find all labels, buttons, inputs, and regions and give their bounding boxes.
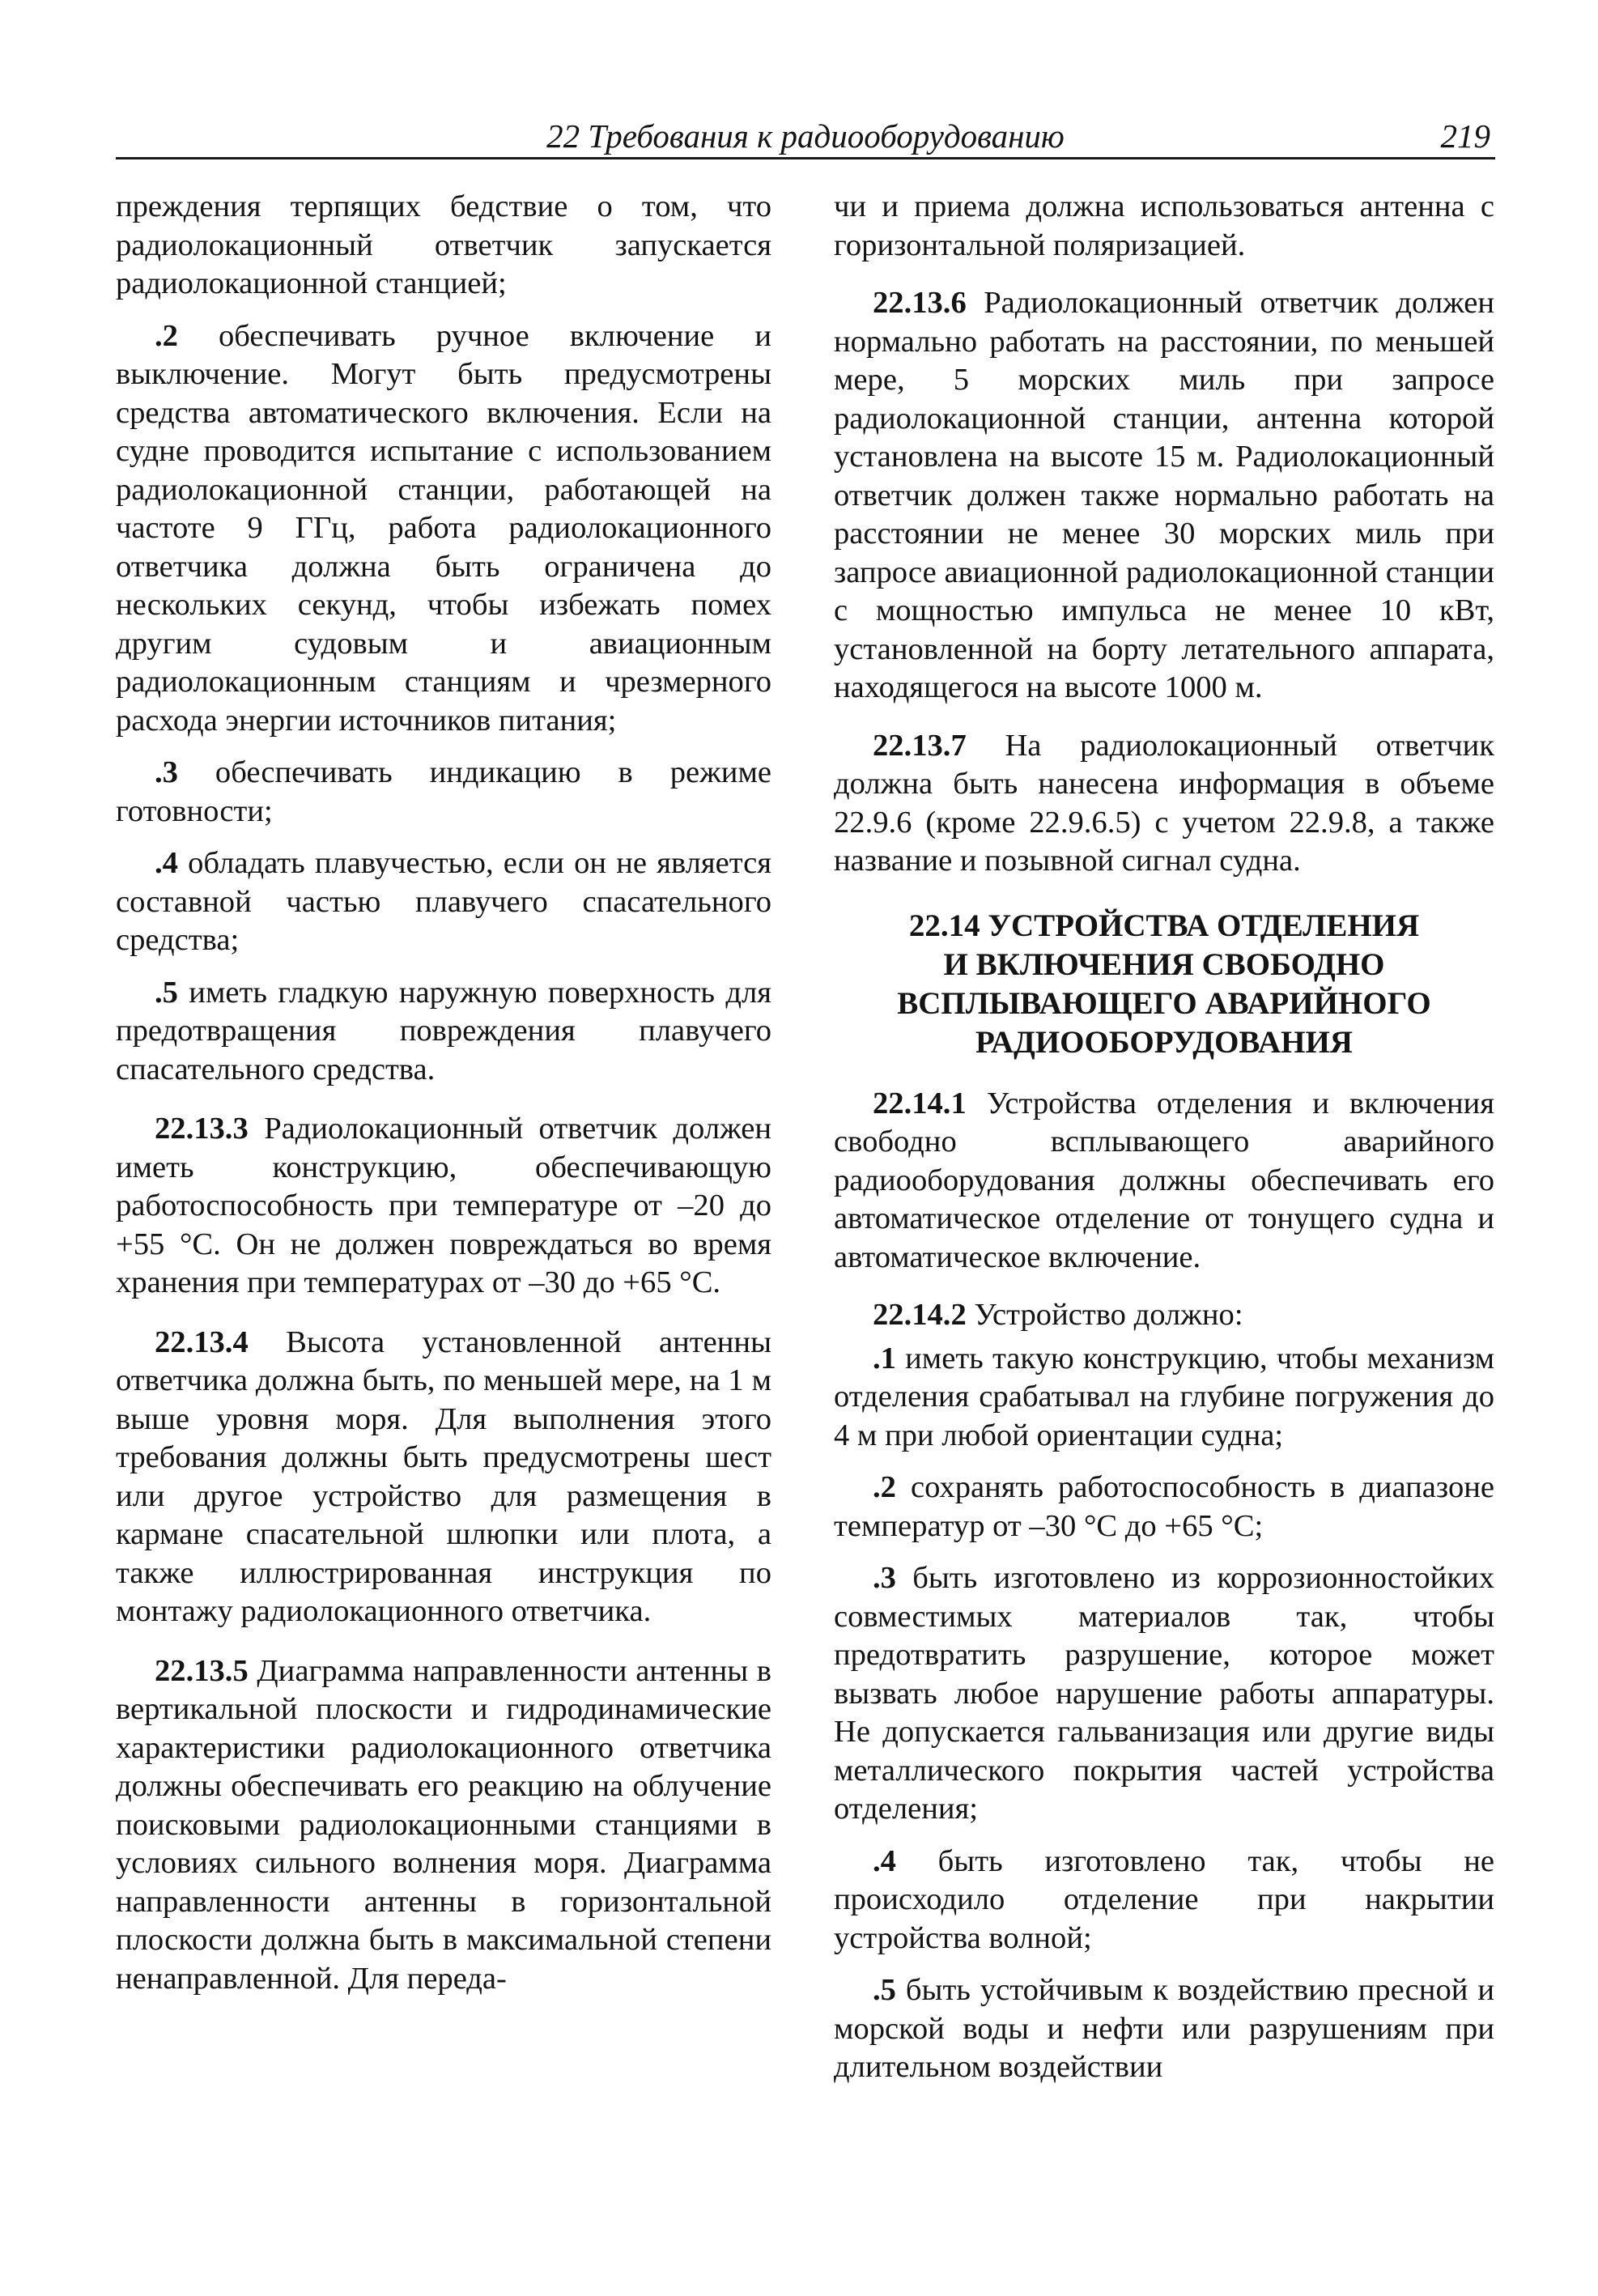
- paragraph-text: преждения терпящих бедствие о том, что радиолокационный ответчик запускается радиолокационной станцией;: [116, 189, 771, 300]
- right-column: [834, 188, 1494, 2087]
- item-text: обеспечивать индикацию в режиме готовности;: [116, 755, 771, 828]
- item-number: .3: [873, 1561, 896, 1595]
- heading-line: РАДИООБОРУДОВАНИЯ: [975, 1024, 1353, 1060]
- clause-22-13-6: [834, 284, 1494, 708]
- clause-22-14-1: [834, 1085, 1494, 1278]
- list-item: [116, 974, 771, 1090]
- running-title: 22 Требования к радиооборудованию: [546, 117, 1065, 155]
- item-text: сохранять работоспособность в диапазоне температур от –30 °С до +65 °С;: [834, 1470, 1494, 1543]
- clause-22-13-3: [116, 1110, 771, 1303]
- clause-number: 22.14.2: [873, 1298, 967, 1332]
- page-number: 219: [1440, 117, 1490, 155]
- item-text: обладать плавучестью, если он не является составной частью плавучего спасательного средства;: [116, 846, 771, 957]
- clause-number: 22.14.1: [873, 1086, 967, 1120]
- paragraph-continuation: [834, 188, 1494, 265]
- item-number: .1: [873, 1341, 896, 1375]
- item-text: быть устойчивым к воздействию пресной и морской воды и нефти или разрушениям при длительном воздействии: [834, 1973, 1494, 2084]
- left-column: [116, 188, 771, 1998]
- item-number: .4: [873, 1843, 896, 1878]
- item-number: .3: [155, 755, 178, 789]
- clause-22-13-4: [116, 1324, 771, 1631]
- clause-text: На радиолокационный ответчик должна быть нанесена информация в объеме 22.9.6 (кроме 22.9.6.5) с учетом 22.9.8, а также название и позывной сигнал судна.: [834, 728, 1494, 878]
- heading-line: 22.14 УСТРОЙСТВА ОТДЕЛЕНИЯ: [908, 908, 1420, 943]
- list-item: [834, 1340, 1494, 1456]
- heading-line: И ВКЛЮЧЕНИЯ СВОБОДНО: [943, 946, 1385, 982]
- clause-text: Диаграмма направленности антенны в вертикальной плоскости и гидродинамические характеристики радиолокационного ответчика должны обеспечивать его реакцию на облучение поисковыми радиолокационными станциями в условиях сильного волнения моря. Диаграмма направленности антенны в горизонтальной плоскости должна быть в максимальной степени ненаправленной. Для переда-: [116, 1653, 771, 1996]
- item-text: иметь гладкую наружную поверхность для предотвращения повреждения плавучего спасательного средства.: [116, 975, 771, 1086]
- clause-number: 22.13.6: [873, 286, 967, 320]
- list-item: [834, 1469, 1494, 1546]
- list-item: [834, 1843, 1494, 1958]
- clause-22-13-7: [834, 727, 1494, 881]
- clause-text: Устройство должно:: [966, 1298, 1243, 1332]
- list-item: [834, 1971, 1494, 2087]
- item-text: быть изготовлено из коррозионностойких совместимых материалов так, чтобы предотвратить разрушение, которое может вызвать любое нарушение работы аппаратуры. Не допускается гальванизация или другие виды металлического покрытия частей устройства отделения;: [834, 1561, 1494, 1826]
- clause-text: Радиолокационный ответчик должен нормально работать на расстоянии, по меньшей мере, 5 морских миль при запросе радиолокационной станции, антенна которой установлена на высоте 15 м. Радиолокационный ответчик должен также нормально работать на расстоянии не менее 30 морских миль при запросе авиационной радиолокационной станции с мощностью импульса не менее 10 кВт, установленной на борту летательного аппарата, находящегося на высоте 1000 м.: [834, 286, 1494, 704]
- clause-text: Радиолокационный ответчик должен иметь конструкцию, обеспечивающую работоспособность при температуре от –20 до +55 °С. Он не должен повреждаться во время хранения при температурах от –30 до +65 °С.: [116, 1112, 771, 1299]
- list-item: [116, 317, 771, 741]
- page-header: [116, 115, 1495, 159]
- item-number: .4: [155, 846, 178, 880]
- clause-number: 22.13.3: [155, 1112, 249, 1146]
- item-number: .2: [155, 318, 178, 353]
- clause-22-13-5: [116, 1652, 771, 1999]
- item-number: .5: [155, 975, 178, 1010]
- clause-text: Устройства отделения и включения свободно всплывающего аварийного радиооборудования должны обеспечивать его автоматическое отделение от тонущего судна и автоматическое включение.: [834, 1086, 1494, 1274]
- item-text: обеспечивать ручное включение и выключение. Могут быть предусмотрены средства автоматического включения. Если на судне проводится испытание с использованием радиолокационной станции, работающей на частоте 9 ГГц, работа радиолокационного ответчика должна быть ограничена до нескольких секунд, чтобы избежать помех другим судовым и авиационным радиолокационным станциям и чрезмерного расхода энергии источников питания;: [116, 318, 771, 738]
- clause-number: 22.13.7: [873, 728, 967, 763]
- clause-number: 22.13.5: [155, 1653, 249, 1688]
- item-text: быть изготовлено так, чтобы не происходило отделение при накрытии устройства волной;: [834, 1843, 1494, 1955]
- paragraph-continuation: [116, 188, 771, 304]
- list-item: [116, 844, 771, 960]
- list-item: [834, 1559, 1494, 1829]
- item-number: .5: [873, 1973, 896, 2007]
- list-item: [116, 754, 771, 831]
- item-number: .2: [873, 1470, 896, 1504]
- section-heading: [834, 907, 1494, 1062]
- clause-text: Высота установленной антенны ответчика должна быть, по меньшей мере, на 1 м выше уровня моря. Для выполнения этого требования должны быть предусмотрены шест или другое устройство для размещения в кармане спасательной шлюпки или плота, а также иллюстрированная инструкция по монтажу радиолокационного ответчика.: [116, 1324, 771, 1628]
- heading-line: ВСПЛЫВАЮЩЕГО АВАРИЙНОГО: [897, 985, 1431, 1021]
- item-text: иметь такую конструкцию, чтобы механизм отделения срабатывал на глубине погружения до 4 м при любой ориентации судна;: [834, 1341, 1494, 1452]
- paragraph-text: чи и приема должна использоваться антенна с горизонтальной поляризацией.: [834, 189, 1494, 262]
- clause-number: 22.13.4: [155, 1324, 249, 1359]
- clause-22-14-2: [834, 1296, 1494, 1335]
